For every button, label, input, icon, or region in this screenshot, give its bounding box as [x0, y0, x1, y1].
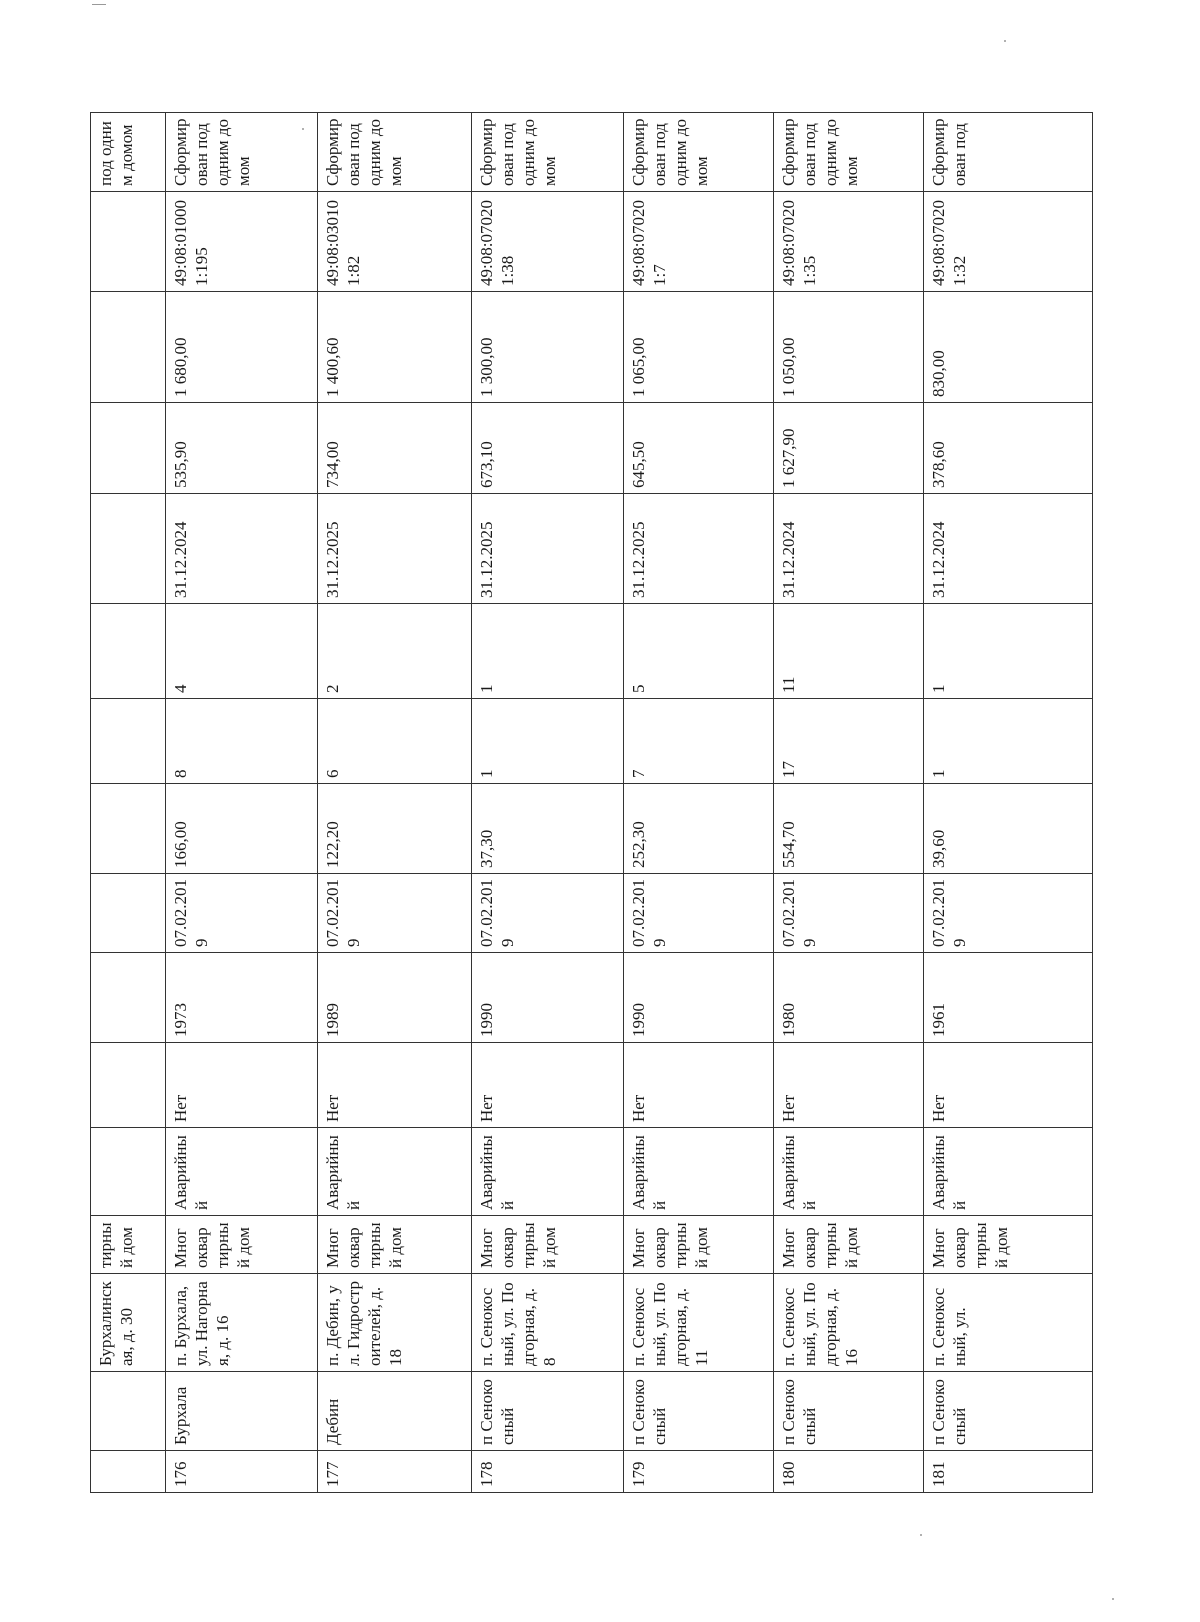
row-number-cell: 179 — [624, 1451, 774, 1493]
cadastral-number-cell: 49:08:030101:82 — [318, 192, 472, 292]
program-flag-cell: Нет — [774, 1043, 924, 1128]
amount-b-cell: 1 050,00 — [774, 292, 924, 403]
rooms-count-cell: 1 — [924, 604, 1093, 699]
residents-count-cell: 8 — [166, 699, 318, 784]
amount-b-cell — [91, 292, 166, 403]
program-flag-cell: Нет — [472, 1043, 624, 1128]
table-row — [624, 113, 774, 1493]
amount-a-cell: 734,00 — [318, 403, 472, 494]
recognition-date-cell: 07.02.2019 — [318, 874, 472, 953]
amount-a-cell — [91, 403, 166, 494]
build-year-cell: 1989 — [318, 953, 472, 1043]
row-number-cell: 176 — [166, 1451, 318, 1493]
condition-status-cell: Аварийный — [166, 1128, 318, 1216]
recognition-date-cell — [91, 874, 166, 953]
cadastral-number-cell — [91, 192, 166, 292]
scan-speck — [920, 1534, 922, 1536]
address-cell: п. Сенокосный, ул. Подгорная, д. 16 — [774, 1274, 924, 1372]
row-number-cell: 180 — [774, 1451, 924, 1493]
land-plot-cell: Сформирован под одним домом — [774, 113, 924, 192]
amount-b-cell: 1 680,00 — [166, 292, 318, 403]
land-plot-cell: Сформирован под одним домом — [624, 113, 774, 192]
build-year-cell: 1990 — [624, 953, 774, 1043]
house-type-cell: Многоквартирный дом — [774, 1216, 924, 1274]
table-row — [318, 113, 472, 1493]
house-type-cell: Многоквартирный дом — [166, 1216, 318, 1274]
build-year-cell: 1990 — [472, 953, 624, 1043]
recognition-date-cell: 07.02.2019 — [166, 874, 318, 953]
cadastral-number-cell: 49:08:070201:32 — [924, 192, 1093, 292]
row-number-cell: 178 — [472, 1451, 624, 1493]
amount-a-cell: 645,50 — [624, 403, 774, 494]
condition-status-cell: Аварийный — [774, 1128, 924, 1216]
recognition-date-cell: 07.02.2019 — [472, 874, 624, 953]
address-cell: Бурхалинская, д. 30 — [91, 1274, 166, 1372]
house-type-cell: Многоквартирный дом — [624, 1216, 774, 1274]
table-row — [472, 113, 624, 1493]
deadline-cell: 31.12.2025 — [472, 494, 624, 604]
house-type-cell: Многоквартирный дом — [472, 1216, 624, 1274]
row-number-cell: 177 — [318, 1451, 472, 1493]
land-plot-cell: Сформирован под — [924, 113, 1093, 192]
land-plot-cell: Сформирован под одним домом — [166, 113, 318, 192]
condition-status-cell: Аварийный — [924, 1128, 1093, 1216]
condition-status-cell — [91, 1128, 166, 1216]
table-row — [91, 113, 166, 1493]
residents-count-cell: 6 — [318, 699, 472, 784]
deadline-cell: 31.12.2024 — [924, 494, 1093, 604]
build-year-cell: 1980 — [774, 953, 924, 1043]
housing-register-table — [90, 112, 1093, 1493]
build-year-cell: 1973 — [166, 953, 318, 1043]
table-row — [166, 113, 318, 1493]
area-cell: 37,30 — [472, 784, 624, 874]
residents-count-cell — [91, 699, 166, 784]
settlement-cell: п Сенокосный — [774, 1372, 924, 1451]
deadline-cell: 31.12.2025 — [318, 494, 472, 604]
amount-b-cell: 830,00 — [924, 292, 1093, 403]
rooms-count-cell: 5 — [624, 604, 774, 699]
build-year-cell: 1961 — [924, 953, 1093, 1043]
amount-a-cell: 378,60 — [924, 403, 1093, 494]
program-flag-cell: Нет — [318, 1043, 472, 1128]
land-plot-cell: под одним домом — [91, 113, 166, 192]
cadastral-number-cell: 49:08:070201:7 — [624, 192, 774, 292]
settlement-cell: Дебин — [318, 1372, 472, 1451]
rooms-count-cell: 2 — [318, 604, 472, 699]
condition-status-cell: Аварийный — [318, 1128, 472, 1216]
program-flag-cell — [91, 1043, 166, 1128]
condition-status-cell: Аварийный — [472, 1128, 624, 1216]
program-flag-cell: Нет — [624, 1043, 774, 1128]
scan-speck — [1112, 1598, 1114, 1600]
area-cell: 39,60 — [924, 784, 1093, 874]
residents-count-cell: 1 — [472, 699, 624, 784]
settlement-cell: Бурхала — [166, 1372, 318, 1451]
amount-a-cell: 535,90 — [166, 403, 318, 494]
deadline-cell: 31.12.2024 — [774, 494, 924, 604]
rotated-table-container — [90, 113, 1092, 1493]
settlement-cell: п Сенокосный — [924, 1372, 1093, 1451]
residents-count-cell: 7 — [624, 699, 774, 784]
amount-a-cell: 673,10 — [472, 403, 624, 494]
deadline-cell: 31.12.2024 — [166, 494, 318, 604]
table-row — [924, 113, 1093, 1493]
recognition-date-cell: 07.02.2019 — [924, 874, 1093, 953]
residents-count-cell: 1 — [924, 699, 1093, 784]
area-cell — [91, 784, 166, 874]
table-body — [91, 113, 1093, 1493]
program-flag-cell: Нет — [924, 1043, 1093, 1128]
area-cell: 122,20 — [318, 784, 472, 874]
area-cell: 554,70 — [774, 784, 924, 874]
table-row — [774, 113, 924, 1493]
scan-edge-mark — [92, 4, 106, 5]
residents-count-cell: 17 — [774, 699, 924, 784]
rooms-count-cell: 4 — [166, 604, 318, 699]
rooms-count-cell: 1 — [472, 604, 624, 699]
settlement-cell: п Сенокосный — [472, 1372, 624, 1451]
deadline-cell — [91, 494, 166, 604]
row-number-cell: 181 — [924, 1451, 1093, 1493]
land-plot-cell: Сформирован под одним домом — [472, 113, 624, 192]
house-type-cell: Многоквартирный дом — [924, 1216, 1093, 1274]
program-flag-cell: Нет — [166, 1043, 318, 1128]
deadline-cell: 31.12.2025 — [624, 494, 774, 604]
recognition-date-cell: 07.02.2019 — [624, 874, 774, 953]
row-number-cell — [91, 1451, 166, 1493]
amount-b-cell: 1 300,00 — [472, 292, 624, 403]
address-cell: п. Дебин, ул. Гидростроителей, д. 18 — [318, 1274, 472, 1372]
area-cell: 166,00 — [166, 784, 318, 874]
address-cell: п. Сенокосный, ул. — [924, 1274, 1093, 1372]
cadastral-number-cell: 49:08:070201:38 — [472, 192, 624, 292]
scan-speck — [1004, 40, 1006, 42]
address-cell: п. Сенокосный, ул. Подгорная, д. 8 — [472, 1274, 624, 1372]
recognition-date-cell: 07.02.2019 — [774, 874, 924, 953]
condition-status-cell: Аварийный — [624, 1128, 774, 1216]
address-cell: п. Бурхала, ул. Нагорная, д. 16 — [166, 1274, 318, 1372]
build-year-cell — [91, 953, 166, 1043]
cadastral-number-cell: 49:08:070201:35 — [774, 192, 924, 292]
rooms-count-cell — [91, 604, 166, 699]
amount-a-cell: 1 627,90 — [774, 403, 924, 494]
area-cell: 252,30 — [624, 784, 774, 874]
land-plot-cell: Сформирован под одним домом — [318, 113, 472, 192]
address-cell: п. Сенокосный, ул. Подгорная, д. 11 — [624, 1274, 774, 1372]
amount-b-cell: 1 400,60 — [318, 292, 472, 403]
settlement-cell: п Сенокосный — [624, 1372, 774, 1451]
house-type-cell: Многоквартирный дом — [318, 1216, 472, 1274]
amount-b-cell: 1 065,00 — [624, 292, 774, 403]
cadastral-number-cell: 49:08:010001:195 — [166, 192, 318, 292]
house-type-cell: тирный дом — [91, 1216, 166, 1274]
settlement-cell — [91, 1372, 166, 1451]
rooms-count-cell: 11 — [774, 604, 924, 699]
